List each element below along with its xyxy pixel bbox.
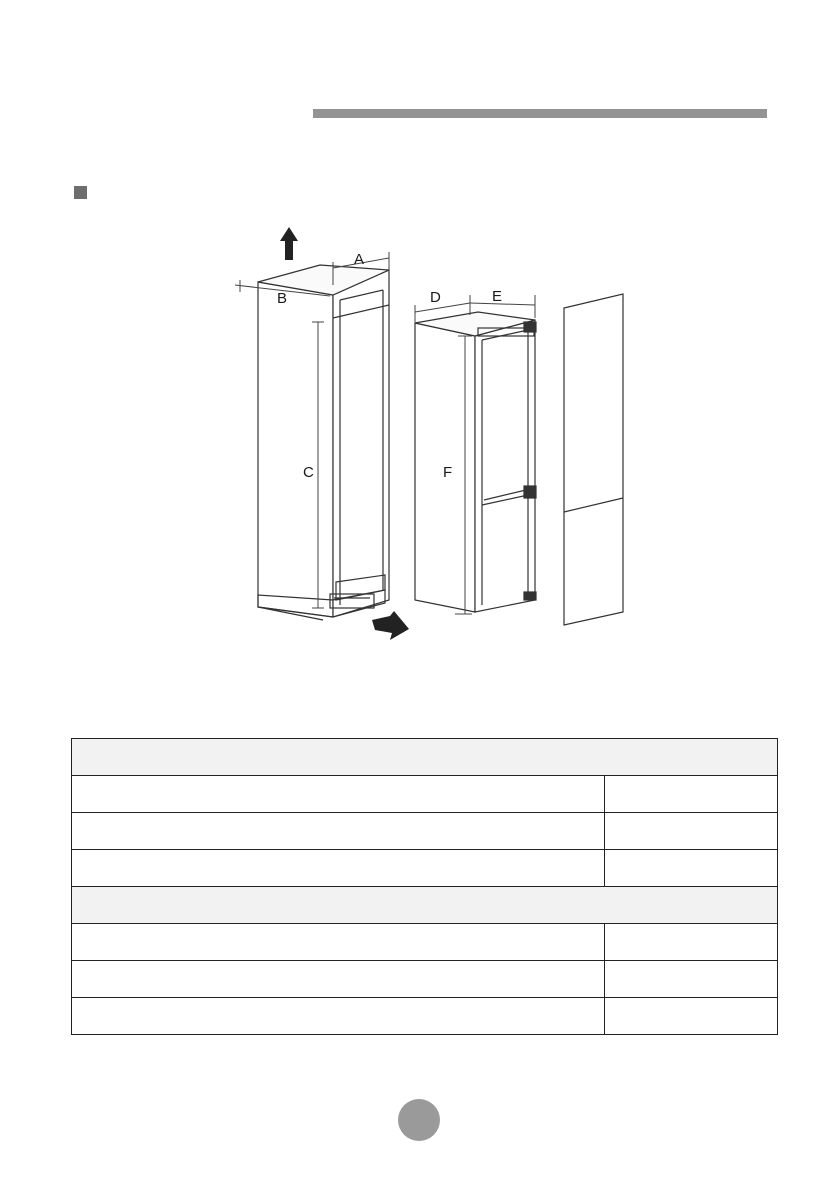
row-value (605, 961, 778, 998)
dimension-label-a: A (354, 251, 365, 268)
appliance-body (415, 312, 536, 612)
row-value (605, 924, 778, 961)
row-label (72, 850, 605, 887)
table-group-row (72, 739, 778, 776)
niche-cabinet (258, 265, 389, 620)
dimension-label-f: F (443, 464, 453, 481)
group-label (72, 887, 778, 924)
row-label (72, 813, 605, 850)
row-value (605, 850, 778, 887)
row-value (605, 998, 778, 1035)
dimension-table (71, 738, 778, 1035)
table-row (72, 924, 778, 961)
dimension-label-e: E (492, 288, 503, 305)
row-value (605, 776, 778, 813)
row-label (72, 776, 605, 813)
dimension-label-c: C (303, 464, 314, 481)
dimension-label-b: B (277, 290, 288, 307)
row-label (72, 961, 605, 998)
up-arrow-icon (280, 227, 298, 260)
group-label (72, 739, 778, 776)
dimension-label-d: D (430, 289, 441, 306)
table-row (72, 998, 778, 1035)
row-label (72, 924, 605, 961)
table-row (72, 776, 778, 813)
door-panel (564, 294, 623, 625)
page-number (398, 1099, 440, 1141)
airflow-arrow-icon (372, 611, 409, 640)
row-label (72, 998, 605, 1035)
table-row (72, 813, 778, 850)
table-row (72, 961, 778, 998)
table-row (72, 850, 778, 887)
table-group-row (72, 887, 778, 924)
row-value (605, 813, 778, 850)
